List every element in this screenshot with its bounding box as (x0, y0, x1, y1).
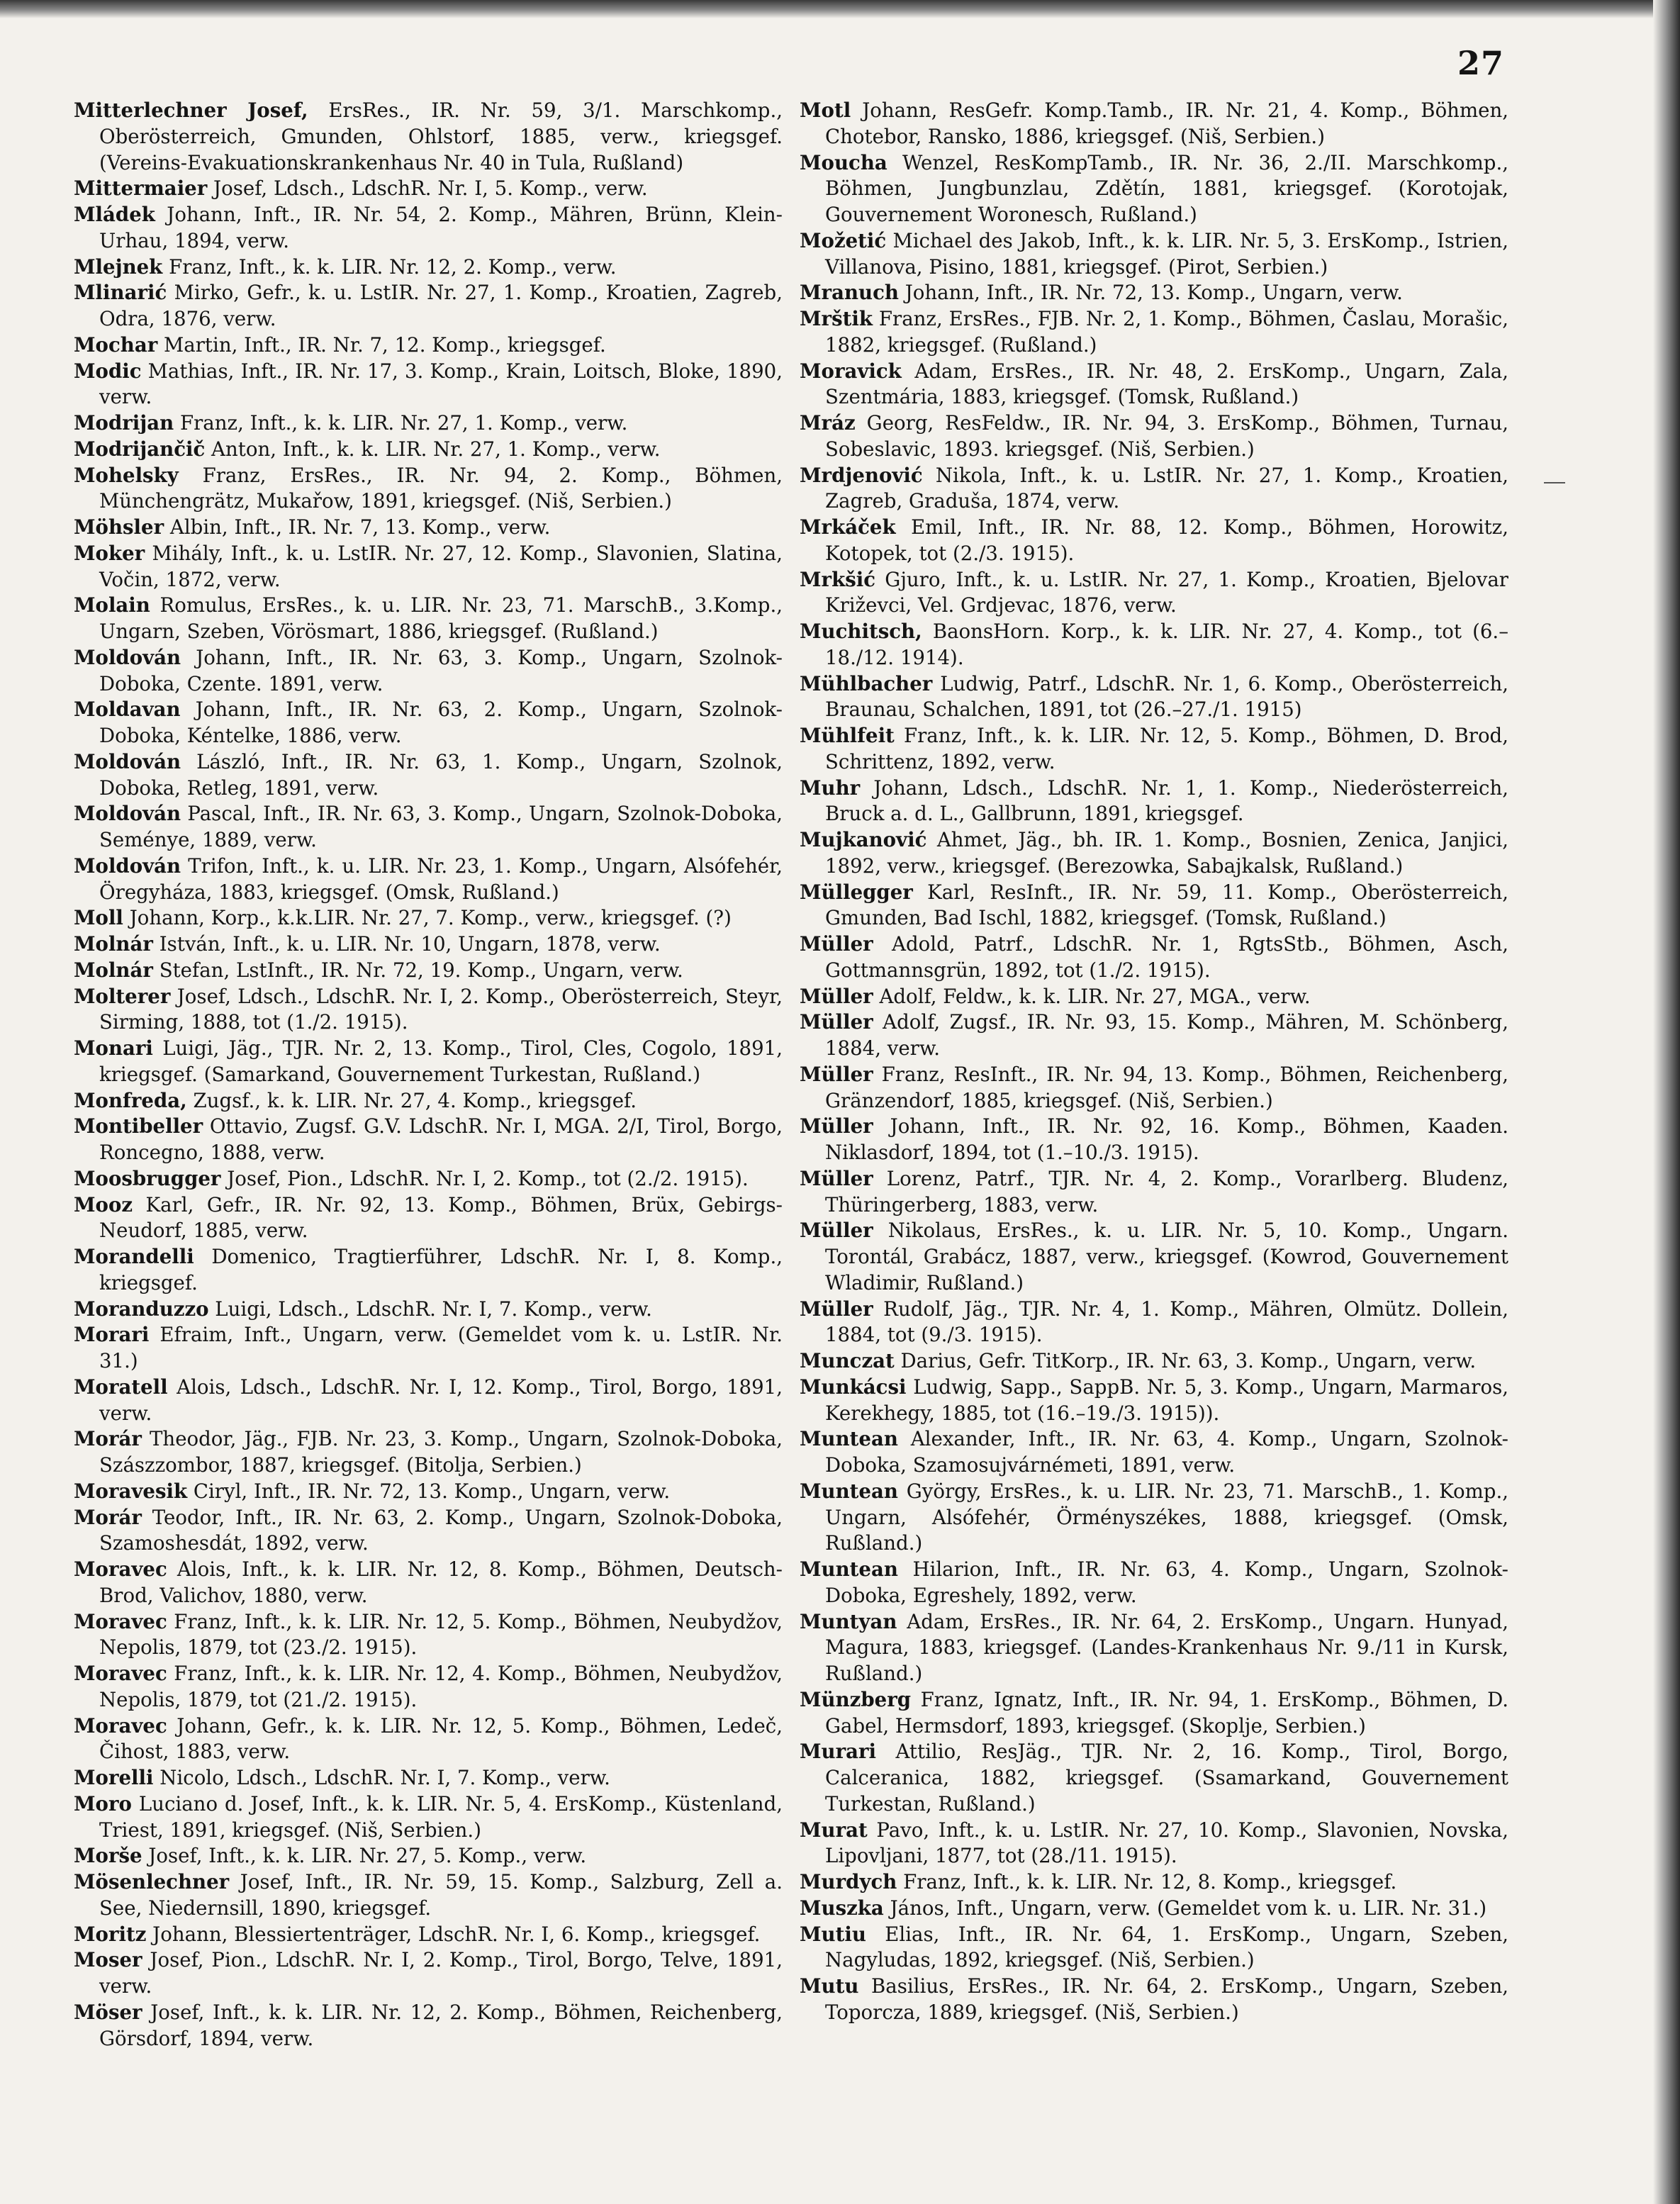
entry-surname: Möhsler (74, 515, 164, 539)
register-entry (800, 1479, 1508, 1557)
entry-surname: Moldován (74, 749, 181, 773)
register-entry (74, 280, 783, 332)
register-entry (74, 1297, 783, 1323)
entry-surname: Müllegger (800, 880, 913, 904)
entry-surname: Müller (800, 1062, 873, 1086)
entry-surname: Mráz (800, 411, 856, 435)
register-entry (800, 776, 1508, 828)
entry-surname: Moranduzzo (74, 1297, 209, 1321)
register-entry (74, 645, 783, 698)
page-edge-shadow-top (0, 0, 1680, 18)
entry-details: Adam, ErsRes., IR. Nr. 48, 2. ErsKomp., Ungarn, Zala, Szentmária, 1883, kriegsgef. (Tomsk, Rußland.) (825, 359, 1508, 409)
entry-details: Mihály, Inft., k. u. LstIR. Nr. 27, 12. Komp., Slavonien, Slatina, Vočin, 1872, verw. (99, 541, 783, 591)
entry-surname: Muchitsch, (800, 620, 922, 643)
entry-surname: Mittermaier (74, 177, 208, 201)
entry-details: Emil, Inft., IR. Nr. 88, 12. Komp., Böhmen, Horowitz, Kotopek, tot (2./3. 1915). (825, 515, 1508, 565)
entry-details: Franz, Inft., k. k. LIR. Nr. 12, 5. Komp., Böhmen, D. Brod, Schrittenz, 1892, verw. (825, 724, 1508, 773)
entry-surname: Molnár (74, 958, 153, 982)
entry-details: Josef, Inft., k. k. LIR. Nr. 12, 2. Komp., Böhmen, Reichenberg, Görsdorf, 1894, verw. (99, 2000, 783, 2050)
register-entry (74, 1791, 783, 1844)
entry-details: Josef, Pion., LdschR. Nr. I, 2. Komp., Tirol, Borgo, Telve, 1891, verw. (99, 1948, 783, 1998)
register-entry (800, 228, 1508, 281)
entry-details: Ottavio, Zugsf. G.V. LdschR. Nr. I, MGA. 2/I, Tirol, Borgo, Roncegno, 1888, verw. (99, 1114, 783, 1164)
entry-details: Albin, Inft., IR. Nr. 7, 13. Komp., verw. (164, 515, 551, 539)
register-entry (800, 723, 1508, 776)
entry-details: Franz, Ignatz, Inft., IR. Nr. 94, 1. ErsKomp., Böhmen, D. Gabel, Hermsdorf, 1893, kriegsgef. (Skoplje, Serbien.) (825, 1687, 1508, 1738)
entry-details: Franz, ResInft., IR. Nr. 94, 13. Komp., Böhmen, Reichenberg, Gränzendorf, 1885, kriegsgef. (Niš, Serbien.) (825, 1062, 1508, 1112)
entry-surname: Moker (74, 541, 145, 565)
entry-surname: Monfreda, (74, 1088, 187, 1112)
entry-details: Franz, Inft., k. k. LIR. Nr. 12, 8. Komp., kriegsgef. (897, 1870, 1397, 1893)
register-entry (74, 332, 783, 359)
entry-surname: Morari (74, 1323, 150, 1347)
entry-details: Rudolf, Jäg., TJR. Nr. 4, 1. Komp., Mähren, Olmütz. Dollein, 1884, tot (9./3. 1915). (825, 1297, 1508, 1347)
entry-surname: Moldován (74, 802, 181, 826)
entry-details: Karl, Gefr., IR. Nr. 92, 13. Komp., Böhmen, Brüx, Gebirgs-Neudorf, 1885, verw. (99, 1192, 783, 1243)
entry-surname: Moll (74, 906, 123, 930)
entry-details: Darius, Gefr. TitKorp., IR. Nr. 63, 3. Komp., Ungarn, verw. (894, 1349, 1477, 1372)
entry-surname: Mühlfeit (800, 724, 895, 747)
entry-details: Basilius, ErsRes., IR. Nr. 64, 2. ErsKomp., Ungarn, Szeben, Toporcza, 1889, kriegsgef. (Niš, Serbien.) (825, 1974, 1508, 2024)
register-entry (800, 932, 1508, 984)
register-entry (800, 280, 1508, 306)
entry-details: János, Inft., Ungarn, verw. (Gemeldet vom k. u. LIR. Nr. 31.) (883, 1896, 1487, 1920)
entry-details: Anton, Inft., k. k. LIR. Nr. 27, 1. Komp., verw. (205, 437, 661, 461)
entry-surname: Morelli (74, 1766, 154, 1789)
register-entry (74, 1947, 783, 2000)
right-column (800, 98, 1508, 2026)
entry-details: Franz, ErsRes., IR. Nr. 94, 2. Komp., Böhmen, Münchengrätz, Mukařow, 1891, kriegsgef. (Niš, Serbien.) (99, 463, 783, 513)
entry-details: Hilarion, Inft., IR. Nr. 63, 4. Komp., Ungarn, Szolnok-Doboka, Egreshely, 1892, verw. (825, 1557, 1508, 1607)
register-entry (800, 1114, 1508, 1166)
register-entry (800, 1062, 1508, 1114)
register-entry (74, 176, 783, 202)
entry-surname: Motl (800, 99, 851, 122)
register-entry (800, 150, 1508, 228)
entry-details: Franz, Inft., k. k. LIR. Nr. 12, 5. Komp., Böhmen, Neubydžov, Nepolis, 1879, tot (23./2. 1915). (99, 1609, 783, 1660)
entry-surname: Moucha (800, 150, 887, 174)
entry-surname: Müller (800, 1219, 873, 1243)
entry-details: Adolf, Feldw., k. k. LIR. Nr. 27, MGA., verw. (873, 984, 1311, 1008)
entry-details: Romulus, ErsRes., k. u. LIR. Nr. 23, 71. MarschB., 3.Komp., Ungarn, Szeben, Vörösmart, 1886, kriegsgef. (Rußland.) (99, 593, 783, 643)
entry-surname: Morár (74, 1505, 142, 1529)
register-entry (800, 1687, 1508, 1740)
register-entry (74, 1869, 783, 1922)
register-entry (74, 1244, 783, 1297)
register-entry (800, 98, 1508, 150)
register-entry (800, 1297, 1508, 1349)
entry-details: Josef, Inft., k. k. LIR. Nr. 27, 5. Komp., verw. (142, 1844, 587, 1868)
entry-details: Josef, Pion., LdschR. Nr. I, 2. Komp., tot (2./2. 1915). (220, 1166, 749, 1190)
register-entry (74, 854, 783, 906)
entry-surname: Moldován (74, 854, 181, 878)
entry-details: Adolf, Zugsf., IR. Nr. 93, 15. Komp., Mähren, M. Schönberg, 1884, verw. (825, 1010, 1508, 1060)
entry-details: István, Inft., k. u. LIR. Nr. 10, Ungarn, 1878, verw. (152, 932, 661, 956)
entry-surname: Morár (74, 1427, 142, 1451)
register-entry (800, 410, 1508, 463)
register-entry (74, 932, 783, 958)
entry-details: Johann, Inft., IR. Nr. 63, 3. Komp., Ungarn, Szolnok-Doboka, Czente. 1891, verw. (99, 645, 783, 695)
entry-surname: Molnár (74, 932, 153, 956)
entry-details: Wenzel, ResKompTamb., IR. Nr. 36, 2./II. Marschkomp., Böhmen, Jungbunzlau, Zdětín, 1881, kriegsgef. (Korotojak, Gouvernement Woronesch, Rußland.) (825, 150, 1508, 226)
entry-details: Luciano d. Josef, Inft., k. k. LIR. Nr. 5, 4. ErsKomp., Küstenland, Triest, 1891, kriegsgef. (Niš, Serbien.) (99, 1791, 783, 1842)
entry-surname: Mohelsky (74, 463, 179, 487)
entry-details: György, ErsRes., k. u. LIR. Nr. 23, 71. MarschB., 1. Komp., Ungarn, Alsófehér, Örményszékes, 1888, kriegsgef. (Omsk, Rußland.) (825, 1479, 1508, 1555)
entry-surname: Mitterlechner Josef, (74, 99, 308, 122)
entry-details: Josef, Inft., IR. Nr. 59, 15. Komp., Salzburg, Zell a. See, Niedernsill, 1890, kriegsgef. (99, 1870, 783, 1920)
entry-details: Franz, Inft., k. k. LIR. Nr. 12, 2. Komp., verw. (162, 254, 617, 279)
entry-details: Stefan, LstInft., IR. Nr. 72, 19. Komp., Ungarn, verw. (152, 958, 683, 982)
register-entry (800, 1974, 1508, 2026)
entry-surname: Moldavan (74, 698, 181, 722)
register-entry (800, 1869, 1508, 1896)
register-entry (800, 1922, 1508, 1974)
entry-surname: Mochar (74, 332, 158, 357)
entry-surname: Montibeller (74, 1114, 203, 1139)
entry-details: Zugsf., k. k. LIR. Nr. 27, 4. Komp., kriegsgef. (186, 1088, 637, 1112)
entry-details: Gjuro, Inft., k. u. LstIR. Nr. 27, 1. Komp., Kroatien, Bjelovar Križevci, Vel. Grdjevac, 1876, verw. (825, 567, 1508, 617)
register-entry (800, 1739, 1508, 1817)
entry-details: Johann, ResGefr. Komp.Tamb., IR. Nr. 21, 4. Komp., Böhmen, Chotebor, Ransko, 1886, kriegsgef. (Niš, Serbien.) (825, 99, 1508, 148)
entry-details: Teodor, Inft., IR. Nr. 63, 2. Komp., Ungarn, Szolnok-Doboka, Szamoshesdát, 1892, verw. (99, 1505, 783, 1555)
register-entry (800, 1375, 1508, 1427)
entry-details: ErsRes., IR. Nr. 59, 3/1. Marschkomp., Oberösterreich, Gmunden, Ohlstorf, 1885, verw., kriegsgef. (Vereins-Evakuationskrankenhaus Nr. 40 in Tula, Rußland) (99, 99, 783, 174)
entry-surname: Monari (74, 1036, 153, 1060)
entry-surname: Moro (74, 1791, 132, 1816)
entry-details: Ludwig, Patrf., LdschR. Nr. 1, 6. Komp., Oberösterreich, Braunau, Schalchen, 1891, tot (26.–27./1. 1915) (825, 671, 1508, 722)
entry-surname: Morše (74, 1844, 142, 1868)
entry-details: Johann, Inft., IR. Nr. 63, 2. Komp., Ungarn, Szolnok-Doboka, Kéntelke, 1886, verw. (99, 698, 783, 747)
entry-details: Luigi, Ldsch., LdschR. Nr. I, 7. Komp., verw. (208, 1297, 652, 1321)
entry-surname: Mlinarić (74, 281, 167, 305)
register-entry (74, 202, 783, 254)
entry-surname: Moravesik (74, 1479, 188, 1503)
register-entry (800, 984, 1508, 1010)
entry-details: Nikolaus, ErsRes., k. u. LIR. Nr. 5, 10. Komp., Ungarn. Torontál, Grabácz, 1887, verw., kriegsgef. (Kowrod, Gouvernement Wladimir, Rußland.) (825, 1219, 1508, 1294)
register-entry (74, 1609, 783, 1662)
entry-surname: Müller (800, 984, 873, 1008)
entry-surname: Mrkšić (800, 567, 876, 591)
entry-details: Nicolo, Ldsch., LdschR. Nr. I, 7. Komp., verw. (153, 1766, 610, 1789)
entry-surname: Moratell (74, 1375, 168, 1399)
register-entry (74, 958, 783, 984)
entry-surname: Müller (800, 1114, 873, 1139)
register-entry (74, 541, 783, 593)
entry-details: Mathias, Inft., IR. Nr. 17, 3. Komp., Krain, Loitsch, Bloke, 1890, verw. (99, 359, 783, 409)
entry-details: Michael des Jakob, Inft., k. k. LIR. Nr. 5, 3. ErsKomp., Istrien, Villanova, Pisino, 1881, kriegsgef. (Pirot, Serbien.) (825, 228, 1508, 279)
register-entry (74, 1922, 783, 1948)
entry-details: Domenico, Tragtierführer, LdschR. Nr. I, 8. Komp., kriegsgef. (99, 1245, 783, 1294)
margin-mark (1544, 482, 1565, 483)
entry-surname: Müller (800, 1166, 873, 1190)
entry-surname: Muntean (800, 1557, 898, 1581)
entry-details: Josef, Ldsch., LdschR. Nr. I, 5. Komp., verw. (207, 177, 648, 201)
entry-surname: Mranuch (800, 281, 899, 305)
entry-surname: Muntyan (800, 1609, 897, 1633)
register-entry (800, 1609, 1508, 1687)
entry-details: Adam, ErsRes., IR. Nr. 64, 2. ErsKomp., Ungarn. Hunyad, Magura, 1883, kriegsgef. (Landes-Krankenhaus Nr. 9./11 in Kursk, Rußland.) (825, 1609, 1508, 1685)
register-entry (800, 880, 1508, 932)
register-entry (800, 515, 1508, 567)
register-entry (74, 254, 783, 281)
entry-surname: Moritz (74, 1922, 147, 1946)
entry-surname: Molterer (74, 984, 171, 1008)
register-entry (800, 1166, 1508, 1219)
entry-surname: Müller (800, 1297, 873, 1321)
entry-details: Alois, Inft., k. k. LIR. Nr. 12, 8. Komp., Böhmen, Deutsch-Brod, Valichov, 1880, verw. (99, 1557, 783, 1607)
register-entry (800, 306, 1508, 359)
entry-surname: Moravec (74, 1713, 167, 1738)
register-entry (74, 515, 783, 541)
entry-surname: Moldován (74, 645, 181, 669)
entry-details: Lorenz, Patrf., TJR. Nr. 4, 2. Komp., Vorarlberg. Bludenz, Thüringerberg, 1883, verw. (825, 1166, 1508, 1216)
entry-details: Johann, Inft., IR. Nr. 92, 16. Komp., Böhmen, Kaaden. Niklasdorf, 1894, tot (1.–10./3. 1915). (825, 1114, 1508, 1164)
entry-surname: Muhr (800, 776, 861, 800)
entry-surname: Mühlbacher (800, 671, 933, 695)
register-entry (74, 1426, 783, 1479)
entry-surname: Modrijančič (74, 437, 206, 461)
entry-surname: Murari (800, 1740, 877, 1764)
entry-details: Franz, ErsRes., FJB. Nr. 2, 1. Komp., Böhmen, Časlau, Morašic, 1882, kriegsgef. (Rußland.) (825, 307, 1508, 357)
entry-surname: Muszka (800, 1896, 884, 1920)
register-entry (800, 827, 1508, 880)
entry-surname: Moravec (74, 1662, 167, 1685)
register-entry (74, 410, 783, 437)
register-entry (74, 1375, 783, 1427)
register-entry (74, 1661, 783, 1713)
register-entry (74, 1505, 783, 1557)
register-entry (800, 359, 1508, 411)
entry-details: Elias, Inft., IR. Nr. 64, 1. ErsKomp., Ungarn, Szeben, Nagyludas, 1892, kriegsgef. (Niš, Serbien.) (825, 1922, 1508, 1972)
entry-details: Karl, ResInft., IR. Nr. 59, 11. Komp., Oberösterreich, Gmunden, Bad Ischl, 1882, kriegsgef. (Tomsk, Rußland.) (825, 880, 1508, 930)
entry-surname: Mutu (800, 1974, 859, 1998)
register-entry (74, 1713, 783, 1766)
register-entry (74, 463, 783, 515)
register-entry (74, 359, 783, 411)
register-entry (74, 1114, 783, 1166)
entry-details: BaonsHorn. Korp., k. k. LIR. Nr. 27, 4. Komp., tot (6.–18./12. 1914). (825, 620, 1508, 669)
entry-details: Pavo, Inft., k. u. LstIR. Nr. 27, 10. Komp., Slavonien, Novska, Lipovljani, 1877, tot (28./11. 1915). (825, 1818, 1508, 1868)
entry-surname: Modrijan (74, 411, 174, 435)
entry-surname: Möser (74, 2000, 142, 2024)
entry-details: Johann, Inft., IR. Nr. 54, 2. Komp., Mähren, Brünn, Klein-Urhau, 1894, verw. (99, 203, 783, 252)
entry-details: Efraim, Inft., Ungarn, verw. (Gemeldet vom k. u. LstIR. Nr. 31.) (99, 1323, 783, 1372)
entry-surname: Moravec (74, 1609, 167, 1633)
entry-surname: Moravec (74, 1557, 167, 1581)
register-entry (800, 671, 1508, 724)
register-entry (74, 1322, 783, 1375)
register-entry (74, 1557, 783, 1609)
entry-details: Alexander, Inft., IR. Nr. 63, 4. Komp., Ungarn, Szolnok-Doboka, Szamosujvárnémeti, 1891, verw. (825, 1427, 1508, 1477)
entry-surname: Modic (74, 359, 142, 383)
entry-details: Franz, Inft., k. k. LIR. Nr. 27, 1. Komp., verw. (174, 411, 628, 435)
entry-details: Josef, Ldsch., LdschR. Nr. I, 2. Komp., Oberösterreich, Steyr, Sirming, 1888, tot (1./2. 1915). (99, 984, 783, 1034)
register-entry (74, 697, 783, 749)
entry-surname: Mrdjenović (800, 463, 923, 487)
register-entry (74, 2000, 783, 2052)
register-entry (74, 905, 783, 932)
entry-details: Pascal, Inft., IR. Nr. 63, 3. Komp., Ungarn, Szolnok-Doboka, Seménye, 1889, verw. (99, 802, 783, 851)
entry-details: Mirko, Gefr., k. u. LstIR. Nr. 27, 1. Komp., Kroatien, Zagreb, Odra, 1876, verw. (99, 281, 783, 330)
register-entry (800, 567, 1508, 620)
entry-details: Johann, Inft., IR. Nr. 72, 13. Komp., Ungarn, verw. (898, 281, 1403, 305)
register-entry (74, 801, 783, 854)
entry-surname: Mutiu (800, 1922, 866, 1946)
entry-details: Johann, Gefr., k. k. LIR. Nr. 12, 5. Komp., Böhmen, Ledeč, Čihost, 1883, verw. (99, 1713, 783, 1764)
register-entry (800, 1009, 1508, 1062)
register-entry (800, 1426, 1508, 1479)
register-entry (74, 1479, 783, 1505)
entry-surname: Možetić (800, 228, 887, 252)
entry-details: Franz, Inft., k. k. LIR. Nr. 12, 4. Komp., Böhmen, Neubydžov, Nepolis, 1879, tot (21./2. 1915). (99, 1662, 783, 1711)
register-entry (800, 1218, 1508, 1296)
entry-surname: Mooz (74, 1192, 133, 1216)
entry-details: Georg, ResFeldw., IR. Nr. 94, 3. ErsKomp., Böhmen, Turnau, Sobeslavic, 1893. kriegsgef. (Niš, Serbien.) (825, 411, 1508, 461)
entry-surname: Müller (800, 1010, 873, 1034)
entry-surname: Muntean (800, 1427, 898, 1451)
left-column (74, 98, 783, 2052)
entry-surname: Morandelli (74, 1245, 194, 1268)
entry-details: Johann, Ldsch., LdschR. Nr. 1, 1. Komp., Niederösterreich, Bruck a. d. L., Gallbrunn, 1891, kriegsgef. (825, 776, 1508, 826)
register-entry (800, 1818, 1508, 1870)
entry-details: Luigi, Jäg., TJR. Nr. 2, 13. Komp., Tirol, Cles, Cogolo, 1891, kriegsgef. (Samarkand, Gouvernement Turkestan, Rußland.) (99, 1036, 783, 1086)
register-entry (74, 1088, 783, 1114)
entry-surname: Mrštik (800, 307, 873, 330)
register-entry (74, 593, 783, 645)
entry-surname: Mujkanović (800, 828, 927, 851)
register-entry (800, 1896, 1508, 1922)
register-entry (800, 1557, 1508, 1609)
entry-details: Ahmet, Jäg., bh. IR. 1. Komp., Bosnien, Zenica, Janjici, 1892, verw., kriegsgef. (Berezowka, Sabajkalsk, Rußland.) (825, 828, 1508, 878)
entry-details: Ciryl, Inft., IR. Nr. 72, 13. Komp., Ungarn, verw. (187, 1479, 671, 1503)
entry-details: Ludwig, Sapp., SappB. Nr. 5, 3. Komp., Ungarn, Marmaros, Kerekhegy, 1885, tot (16.–19./3. 1915)). (825, 1375, 1508, 1425)
entry-surname: Mösenlechner (74, 1870, 230, 1893)
page-number: 27 (1457, 44, 1505, 82)
entry-details: Theodor, Jäg., FJB. Nr. 23, 3. Komp., Ungarn, Szolnok-Doboka, Szászzombor, 1887, kriegsgef. (Bitolja, Serbien.) (99, 1427, 783, 1477)
register-entry (74, 98, 783, 176)
entry-details: Alois, Ldsch., LdschR. Nr. I, 12. Komp., Tirol, Borgo, 1891, verw. (99, 1375, 783, 1425)
entry-surname: Mládek (74, 203, 155, 226)
register-entry (74, 1166, 783, 1192)
entry-surname: Murdych (800, 1870, 897, 1893)
register-entry (74, 1765, 783, 1791)
entry-surname: Moravick (800, 359, 902, 383)
register-entry (74, 1843, 783, 1869)
entry-details: Adold, Patrf., LdschR. Nr. 1, RgtsStb., Böhmen, Asch, Gottmannsgrün, 1892, tot (1./2. 1915). (825, 932, 1508, 982)
entry-surname: Murat (800, 1818, 868, 1842)
entry-surname: Moosbrugger (74, 1166, 221, 1190)
register-entry (800, 1348, 1508, 1375)
entry-surname: Moser (74, 1948, 142, 1972)
entry-surname: Muntean (800, 1479, 898, 1503)
entry-surname: Munczat (800, 1349, 895, 1372)
entry-details: Trifon, Inft., k. u. LIR. Nr. 23, 1. Komp., Ungarn, Alsófehér, Öregyháza, 1883, kriegsgef. (Omsk, Rußland.) (99, 854, 783, 904)
register-entry (74, 437, 783, 463)
entry-details: Attilio, ResJäg., TJR. Nr. 2, 16. Komp., Tirol, Borgo, Calceranica, 1882, kriegsgef. (Ssamarkand, Gouvernement Turkestan, Rußland.) (825, 1740, 1508, 1816)
register-entry (800, 619, 1508, 671)
entry-details: Johann, Blessiertenträger, LdschR. Nr. I, 6. Komp., kriegsgef. (146, 1922, 761, 1946)
entry-details: László, Inft., IR. Nr. 63, 1. Komp., Ungarn, Szolnok, Doboka, Retleg, 1891, verw. (99, 749, 783, 800)
register-entry (74, 1192, 783, 1245)
entry-surname: Münzberg (800, 1687, 912, 1711)
entry-surname: Mlejnek (74, 254, 163, 279)
entry-details: Johann, Korp., k.k.LIR. Nr. 27, 7. Komp., verw., kriegsgef. (?) (123, 906, 732, 930)
entry-details: Nikola, Inft., k. u. LstIR. Nr. 27, 1. Komp., Kroatien, Zagreb, Graduša, 1874, verw. (825, 463, 1508, 513)
entry-surname: Müller (800, 932, 873, 956)
entry-surname: Mrkáček (800, 515, 896, 539)
entry-surname: Munkácsi (800, 1375, 907, 1399)
register-entry (800, 463, 1508, 515)
register-entry (74, 984, 783, 1036)
register-entry (74, 1036, 783, 1088)
page-edge-shadow-right (1653, 0, 1680, 2204)
register-entry (74, 749, 783, 802)
entry-surname: Molain (74, 593, 150, 617)
entry-details: Martin, Inft., IR. Nr. 7, 12. Komp., kriegsgef. (157, 332, 606, 357)
